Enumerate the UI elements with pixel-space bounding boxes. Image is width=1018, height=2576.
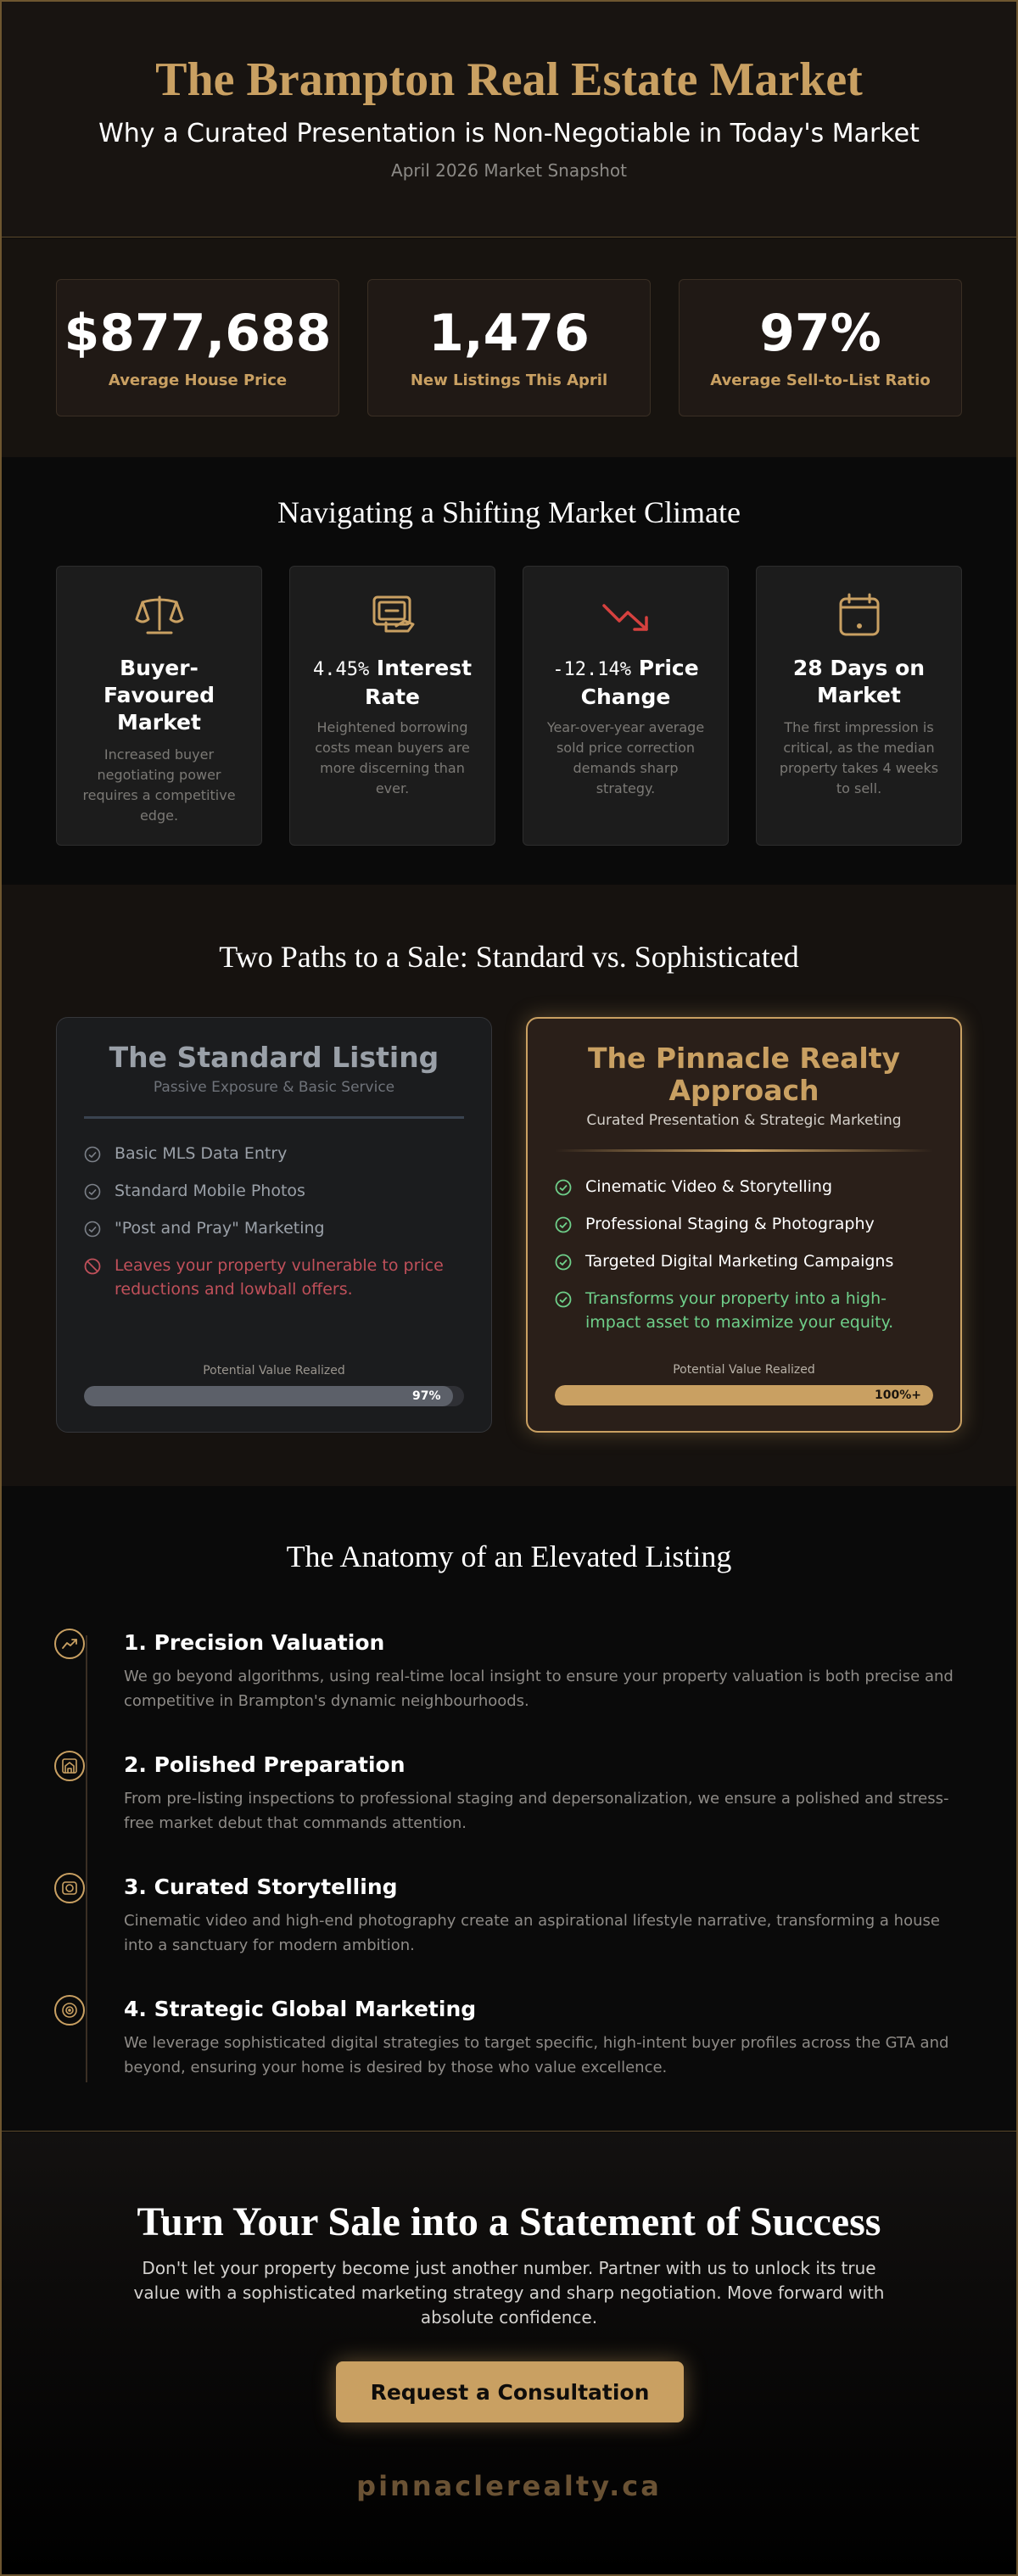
cta-section: [2, 2132, 1016, 2576]
card-divider: [84, 1116, 464, 1119]
stat-card-ratio: [679, 279, 962, 416]
card-subtitle: Passive Exposure & Basic Service: [153, 1079, 395, 1096]
value-progress-text: 100%+: [875, 1389, 921, 1402]
climate-card-heading-text: Interest Rate: [364, 656, 473, 709]
climate-card-heading-text: Buyer-Favoured Market: [103, 656, 215, 735]
stats-section: [2, 238, 1016, 457]
step-title: 1. Precision Valuation: [124, 1630, 385, 1655]
list-item: [84, 1179, 464, 1204]
step-icon-badge: [54, 1629, 85, 1659]
two-paths-section: [2, 885, 1016, 1486]
value-label: Potential Value Realized: [203, 1364, 345, 1377]
climate-card-description: The first impression is critical, as the median property takes 4 weeks to sell.: [779, 719, 939, 796]
climate-card-heading: [300, 655, 484, 711]
value-label: Potential Value Realized: [673, 1363, 815, 1377]
list-item-text: "Post and Pray" Marketing: [115, 1219, 325, 1238]
page-subtitle: Why a Curated Presentation is Non-Negotiable in Today's Market: [98, 119, 920, 148]
stat-label: New Listings This April: [410, 372, 608, 389]
climate-card-heading-text: 28 Days on Market: [792, 656, 926, 707]
market-climate-section: [2, 457, 1016, 885]
scale-icon: [134, 592, 185, 638]
website-link[interactable]: pinnaclerealty.ca: [356, 2470, 662, 2502]
money-icon: [367, 592, 418, 638]
step-description: From pre-listing inspections to professional staging and depersonalization, we ensure a polished and stress-free market debut that commands attention.: [124, 1790, 949, 1832]
check-circle-icon: [555, 1291, 572, 1308]
stat-value: 97%: [759, 304, 881, 363]
climate-card-heading: [534, 655, 718, 711]
snapshot-date: April 2026 Market Snapshot: [391, 160, 627, 181]
climate-card-heading: [67, 655, 251, 736]
value-progress-bar: [84, 1386, 464, 1406]
step-icon-badge: [54, 1873, 85, 1903]
value-progress-text: 97%: [412, 1389, 441, 1403]
check-circle-icon: [84, 1183, 101, 1200]
climate-card-value: -12.14%: [552, 659, 631, 680]
step-description: Cinematic video and high-end photography create an aspirational lifestyle narrative, transforming a house into a sanctuary for modern ambition.: [124, 1912, 940, 1954]
target-icon: [61, 2002, 78, 2019]
page-title: The Brampton Real Estate Market: [155, 53, 863, 106]
list-item: [555, 1175, 933, 1200]
prohibited-icon: [84, 1258, 101, 1275]
climate-card-days-on-market: [756, 566, 962, 846]
standard-listing-card: [56, 1017, 492, 1433]
step-title: 2. Polished Preparation: [124, 1752, 406, 1777]
list-item: [555, 1249, 933, 1275]
step-strategic-global-marketing: [54, 1995, 970, 2097]
climate-card-description: Year-over-year average sold price correction demands sharp strategy.: [546, 719, 705, 796]
warning-item: [84, 1254, 464, 1305]
card-divider: [555, 1149, 933, 1152]
list-item: [555, 1212, 933, 1238]
climate-card-value: 4.45%: [312, 659, 370, 680]
list-item-text: Standard Mobile Photos: [115, 1182, 305, 1200]
climate-card-interest-rate: [289, 566, 495, 846]
calendar-icon: [834, 592, 885, 638]
list-item: [84, 1216, 464, 1242]
anatomy-section: [2, 1486, 1016, 2132]
pinnacle-approach-card: [526, 1017, 962, 1433]
check-circle-icon: [555, 1179, 572, 1196]
value-progress-fill: [84, 1386, 453, 1406]
home-icon: [61, 1757, 78, 1774]
trending-down-icon: [601, 592, 652, 638]
value-progress-bar: [555, 1385, 933, 1405]
list-item-text: Targeted Digital Marketing Campaigns: [585, 1252, 894, 1271]
list-item-text: Basic MLS Data Entry: [115, 1144, 288, 1163]
camera-icon: [61, 1880, 78, 1897]
check-circle-icon: [555, 1254, 572, 1271]
stat-card-listings: [367, 279, 651, 416]
cta-title: Turn Your Sale into a Statement of Success: [137, 2199, 881, 2244]
card-title: The Standard Listing: [109, 1041, 439, 1074]
climate-card-heading: [767, 655, 951, 709]
value-progress-fill: [555, 1385, 933, 1405]
section-title: The Anatomy of an Elevated Listing: [286, 1539, 732, 1573]
step-curated-storytelling: [54, 1873, 970, 1975]
step-icon-badge: [54, 1995, 85, 2026]
cta-text: Don't let your property become just another number. Partner with us to unlock its true value with a sophisticated marketing strategy and sharp negotiation. Move forward with absolute confidence.: [133, 2258, 885, 2327]
request-consultation-button[interactable]: Request a Consultation: [336, 2361, 684, 2422]
climate-card-price-change: [523, 566, 729, 846]
stat-label: Average House Price: [108, 372, 288, 389]
step-description: We leverage sophisticated digital strategies to target specific, high-intent buyer profiles across the GTA and beyond, ensuring your home is desired by those who value excellence.: [124, 2034, 949, 2076]
climate-card-buyer-market: [56, 566, 262, 846]
section-title: Navigating a Shifting Market Climate: [277, 495, 741, 529]
climate-card-heading-text: Price Change: [580, 656, 699, 709]
stat-card-price: [56, 279, 339, 416]
stat-value: 1,476: [428, 304, 590, 363]
step-icon-badge: [54, 1751, 85, 1781]
card-title: The Pinnacle Realty Approach: [587, 1042, 901, 1107]
step-title: 4. Strategic Global Marketing: [124, 1997, 477, 2021]
card-subtitle: Curated Presentation & Strategic Marketing: [586, 1112, 902, 1129]
climate-card-description: Increased buyer negotiating power requires a competitive edge.: [82, 746, 236, 824]
check-circle-icon: [555, 1216, 572, 1233]
stat-value: $877,688: [64, 304, 332, 363]
list-item-text: Professional Staging & Photography: [585, 1215, 875, 1233]
check-circle-icon: [84, 1146, 101, 1163]
list-item-text: Cinematic Video & Storytelling: [585, 1177, 833, 1196]
stat-label: Average Sell-to-List Ratio: [710, 372, 931, 389]
warning-text: Leaves your property vulnerable to price reductions and lowball offers.: [115, 1256, 444, 1299]
step-polished-preparation: [54, 1751, 970, 1852]
section-title: Two Paths to a Sale: Standard vs. Sophisticated: [219, 940, 799, 974]
list-item: [84, 1142, 464, 1167]
step-precision-valuation: [54, 1629, 970, 1730]
header: [2, 2, 1016, 237]
check-circle-icon: [84, 1221, 101, 1238]
step-description: We go beyond algorithms, using real-time local insight to ensure your property valuation is both precise and competitive in Brampton's dynamic neighbourhoods.: [124, 1668, 954, 1710]
highlight-item: [555, 1287, 933, 1338]
climate-card-description: Heightened borrowing costs mean buyers are more discerning than ever.: [315, 719, 470, 796]
highlight-text: Transforms your property into a high-impact asset to maximize your equity.: [585, 1289, 894, 1332]
step-title: 3. Curated Storytelling: [124, 1875, 398, 1899]
chart-icon: [61, 1635, 78, 1652]
